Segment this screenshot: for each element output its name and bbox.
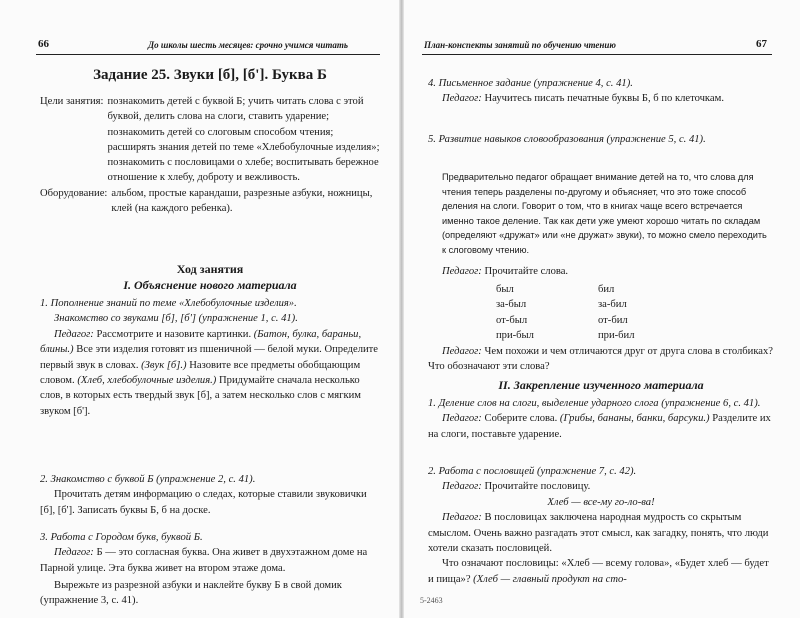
goals-block: [40, 94, 380, 216]
equipment-label: Оборудование:: [40, 187, 108, 199]
item-1-paragraph: Педагог: Рассмотрите и назовите картинки. (Батон, булка, бараньи, блины.) Все эти изделия готовят из пшеничной — белой муки. Определите первый звук в словах. (Звук [б].) Назовите все предметы обобщающим словом. (Хлеб, хлебобулочные изделия.) Придумайте сначала несколько слов, в которых есть твердый звук [б], а затем несколько слов с мягким звуком [б'].: [40, 328, 379, 417]
lesson-heading: Ход занятия: [176, 262, 244, 276]
item-2-title: 2. Знакомство с буквой Б (упражнение 2, с. 41).: [40, 474, 256, 485]
item-7-title: 2. Работа с пословицей (упражнение 7, с. 42).: [428, 466, 637, 477]
word-row: при-был при-бил: [496, 330, 635, 342]
goals-text: познакомить детей с буквой Б; учить читать слова с этой буквой, делить слова на слоги, ставить ударение; познакомить детей со слоговым способом чтения; расширять знания детей по теме «Хлебобулочные изделия»; познакомить с пословицами о хлебе; воспитывать бережное отношение к хлебу, доброту и вежливость.: [107, 96, 380, 184]
proverb: Хлеб — все-му го-ло-ва!: [547, 496, 655, 508]
item-7-prompt: Педагог: Прочитайте пословицу.: [442, 481, 591, 493]
word-row: от-был от-бил: [496, 314, 628, 326]
item-7-question: Что означают пословицы: «Хлеб — всему голова», «Будет хлеб — будет и пища»? (Хлеб — главный продукт на сто-: [428, 558, 769, 585]
running-head: До школы шесть месяцев: срочно учимся читать: [148, 40, 349, 50]
page-number: 66: [38, 38, 49, 50]
header-rule: [422, 54, 772, 55]
header-rule: [36, 54, 380, 55]
running-head: План-конспекты занятий по обучению чтению: [424, 40, 617, 50]
item-3-text: Вырежьте из разрезной азбуки и наклейте букву Б в свой домик (упражнение 3, с. 41).: [40, 580, 342, 607]
item-6-text: Педагог: Соберите слова. (Грибы, бананы, банки, барсуки.) Разделите их на слоги, поставьте ударение.: [428, 413, 771, 440]
section-heading-2: II. Закрепление изученного материала: [498, 378, 704, 392]
item-1-title: 1. Пополнение знаний по теме «Хлебобулочные изделия».: [40, 298, 297, 309]
item-5-title: 5. Развитие навыков словообразования (упражнение 5, с. 41).: [428, 134, 706, 145]
print-code: 5-2463: [420, 596, 443, 605]
goals-label: Цели занятия:: [40, 96, 104, 107]
item-2: [40, 472, 380, 518]
item-2-text: Прочитать детям информацию о следах, которые ставили звуковички [б], [б']. Записать буквы Б, б на доске.: [40, 489, 367, 516]
right-page: [404, 0, 800, 618]
item-4-text: Педагог: Научитесь писать печатные буквы Б, б по клеточкам.: [442, 93, 724, 105]
item-6: [428, 396, 774, 442]
section-heading-1: I. Объяснение нового материала: [123, 278, 297, 292]
equipment-text: альбом, простые карандаши, разрезные азбуки, ножницы, клей (на каждого ребенка).: [111, 187, 373, 215]
item-1: [40, 296, 380, 419]
page-number: 67: [756, 38, 767, 50]
item-3-title: 3. Работа с Городом букв, буквой Б.: [40, 532, 203, 543]
item-5-note: Предварительно педагог обращает внимание детей на то, что слова для чтения теперь разделены по-другому и объясняет, что это тоже способ деления на слоги. Говорит о том, что в книгах чаще всего встречается именно такое деление. Так как дети уже умеют хорошо читать по складам (определяют «дружат» или «не дружат» звуки), то можно смело переходить к слоговому чтению.: [442, 172, 767, 255]
word-row: был бил: [496, 284, 615, 295]
word-table: [496, 282, 668, 344]
item-5: [428, 132, 774, 147]
item-1-subtitle: Знакомство со звуками [б], [б'] (упражнение 1, с. 41).: [54, 313, 298, 325]
item-5-question: Педагог: Чем похожи и чем отличаются друг от друга слова в столбиках? Что обозначают эти слова?: [428, 346, 774, 373]
lesson-title: Задание 25. Звуки [б], [б']. Буква Б: [93, 67, 327, 83]
item-5-prompt: Педагог: Прочитайте слова.: [442, 266, 569, 277]
item-7: [428, 464, 774, 587]
item-6-title: 1. Деление слов на слоги, выделение ударного слога (упражнение 6, с. 41).: [428, 398, 761, 409]
item-7-paragraph: Педагог: В пословицах заключена народная мудрость со скрытым смыслом. Очень важно разгадать этот смысл, как загадку, понять, что люди хотели сказать пословицей.: [428, 512, 769, 555]
item-4-title: 4. Письменное задание (упражнение 4, с. 41).: [428, 78, 633, 89]
item-3-paragraph: Педагог: Б — это согласная буква. Она живет в двухэтажном доме на Парной улице. Эта буква живет на втором этаже дома.: [40, 547, 368, 574]
word-row: за-был за-бил: [496, 299, 627, 311]
item-4: [428, 76, 774, 107]
item-3: [40, 530, 380, 576]
